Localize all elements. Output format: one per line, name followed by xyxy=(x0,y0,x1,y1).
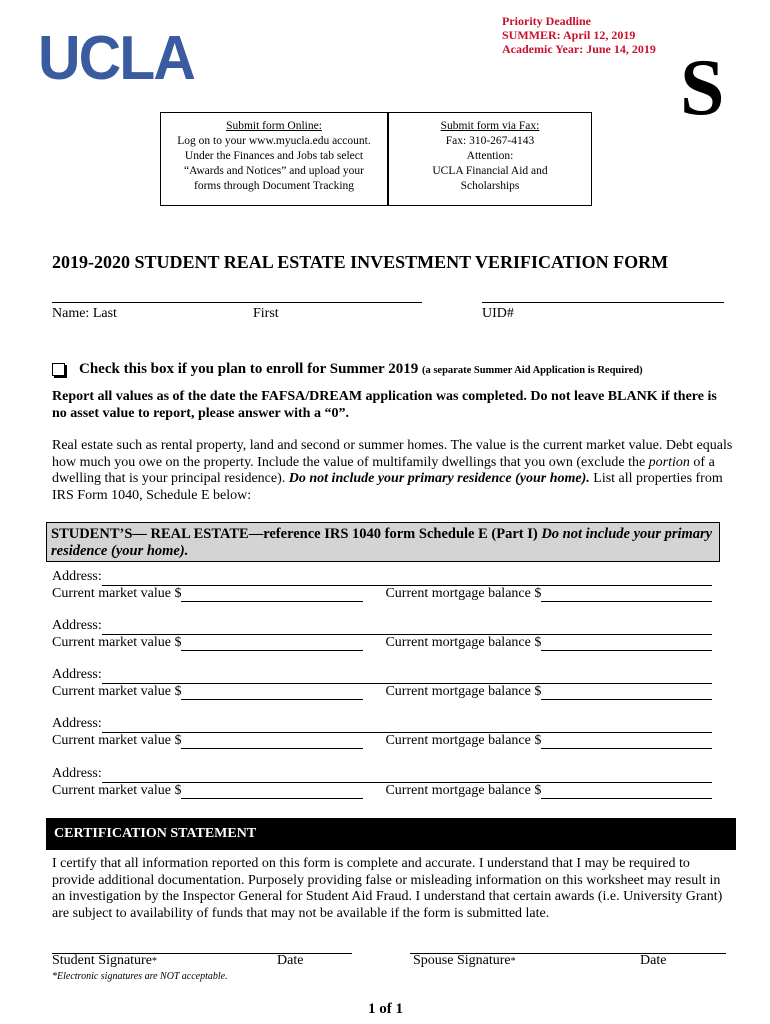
submit-online-heading: Submit form Online: xyxy=(226,120,322,132)
submission-instructions xyxy=(160,112,592,206)
market-value-input[interactable] xyxy=(181,687,363,700)
summer-aid-note: (a separate Summer Aid Application is Required) xyxy=(421,365,643,376)
property-entry xyxy=(52,667,712,700)
electronic-signature-note: *Electronic signatures are NOT acceptable. xyxy=(52,971,228,982)
market-value-input[interactable] xyxy=(181,786,363,799)
priority-deadline xyxy=(502,14,656,56)
submit-fax-line: Scholarships xyxy=(460,180,520,192)
mortgage-label: Current mortgage balance $ xyxy=(385,732,542,748)
ucla-logo: UCLA xyxy=(38,24,194,93)
mortgage-label: Current mortgage balance $ xyxy=(385,782,542,798)
real-estate-description xyxy=(52,438,734,504)
property-entry xyxy=(52,569,712,602)
spouse-signature-text: Spouse Signature xyxy=(413,953,511,968)
address-label: Address: xyxy=(52,716,102,731)
section-header-note: Do not include your primary residence (your home). xyxy=(51,526,713,559)
property-entry xyxy=(52,716,712,749)
description-text: Real estate such as rental property, land and second or summer homes. The value is the current market value. Debt equals how much you owe on the property. Include the value of multifamily dwellings that you own (exclude the xyxy=(52,438,733,470)
submit-online-line: forms through Document Tracking xyxy=(193,180,355,192)
mortgage-label: Current mortgage balance $ xyxy=(385,585,542,601)
submit-fax-line: UCLA Financial Aid and xyxy=(432,165,548,177)
first-name-label: First xyxy=(253,306,279,321)
mortgage-input[interactable] xyxy=(541,736,712,749)
description-portion: portion xyxy=(648,454,690,470)
mortgage-input[interactable] xyxy=(541,687,712,700)
summer-checkbox-label: Check this box if you plan to enroll for Summer 2019 xyxy=(79,361,419,377)
last-name-label: Name: Last xyxy=(52,306,117,321)
market-value-label: Current market value $ xyxy=(52,782,182,798)
asterisk: * xyxy=(510,956,516,967)
market-value-label: Current market value $ xyxy=(52,585,182,601)
student-date-label: Date xyxy=(277,953,304,968)
mortgage-input[interactable] xyxy=(541,786,712,799)
uid-label: UID# xyxy=(482,306,514,321)
asterisk: * xyxy=(151,956,157,967)
submit-fax-line: Attention: xyxy=(466,150,514,162)
address-label: Address: xyxy=(52,569,102,584)
spouse-date-label: Date xyxy=(640,953,667,968)
market-value-label: Current market value $ xyxy=(52,634,182,650)
address-input[interactable] xyxy=(102,770,712,783)
certification-heading: CERTIFICATION STATEMENT xyxy=(46,818,736,850)
address-label: Address: xyxy=(52,618,102,633)
market-value-label: Current market value $ xyxy=(52,732,182,748)
address-input[interactable] xyxy=(102,573,712,586)
address-label: Address: xyxy=(52,766,102,781)
student-signature-label xyxy=(52,953,157,969)
property-entry xyxy=(52,618,712,651)
report-instructions: Report all values as of the date the FAFSA/DREAM application was completed. Do not leave BLANK if there is no asset value to report, please answer with a “0”. xyxy=(52,389,717,421)
mortgage-label: Current mortgage balance $ xyxy=(385,683,542,699)
submit-online-column xyxy=(161,113,389,205)
primary-residence-note: Do not include your primary residence (your home). xyxy=(288,471,590,486)
student-signature-text: Student Signature xyxy=(52,953,152,968)
property-entry xyxy=(52,766,712,799)
submit-online-line: Under the Finances and Jobs tab select xyxy=(184,150,364,162)
name-input-line[interactable] xyxy=(52,302,422,303)
submit-online-line: “Awards and Notices” and upload your xyxy=(183,165,364,177)
form-letter: S xyxy=(680,44,725,132)
mortgage-input[interactable] xyxy=(541,589,712,602)
uid-input-line[interactable] xyxy=(482,302,724,303)
submit-fax-heading: Submit form via Fax: xyxy=(440,120,540,132)
deadline-summer: SUMMER: April 12, 2019 xyxy=(502,28,636,42)
summer-enroll-row xyxy=(52,361,643,378)
address-input[interactable] xyxy=(102,720,712,733)
mortgage-input[interactable] xyxy=(541,638,712,651)
market-value-label: Current market value $ xyxy=(52,683,182,699)
deadline-heading: Priority Deadline xyxy=(502,14,591,28)
page-number: 1 of 1 xyxy=(368,1001,403,1017)
fax-number: Fax: 310-267-4143 xyxy=(445,135,535,147)
student-real-estate-header xyxy=(46,522,720,562)
description-text: of a dwelling that is your principal residence). xyxy=(52,454,715,486)
market-value-input[interactable] xyxy=(181,589,363,602)
certification-text: I certify that all information reported on this form is complete and accurate. I understand that I may be required to provide additional documentation. Purposely providing false or misleading information on this worksheet may result in an investigation by the Inspector General for Student Aid Fraud. I understand that certain awards (i.e. University Grant) are subject to availability of funds that may not be available if the form is submitted late. xyxy=(52,856,723,921)
mortgage-label: Current mortgage balance $ xyxy=(385,634,542,650)
description-text: List all properties from IRS Form 1040, Schedule E below: xyxy=(52,471,723,503)
spouse-signature-label xyxy=(413,953,516,969)
deadline-academic-year: Academic Year: June 14, 2019 xyxy=(502,42,656,56)
address-input[interactable] xyxy=(102,622,712,635)
submit-online-line: Log on to your www.myucla.edu account. xyxy=(177,135,371,147)
address-label: Address: xyxy=(52,667,102,682)
market-value-input[interactable] xyxy=(181,736,363,749)
submit-fax-column xyxy=(389,113,591,205)
summer-checkbox[interactable] xyxy=(52,363,65,376)
address-input[interactable] xyxy=(102,671,712,684)
section-header-text: STUDENT’S— REAL ESTATE—reference IRS 1040 form Schedule E (Part I) xyxy=(51,526,542,542)
market-value-input[interactable] xyxy=(181,638,363,651)
form-title: 2019-2020 STUDENT REAL ESTATE INVESTMENT VERIFICATION FORM xyxy=(52,252,669,272)
